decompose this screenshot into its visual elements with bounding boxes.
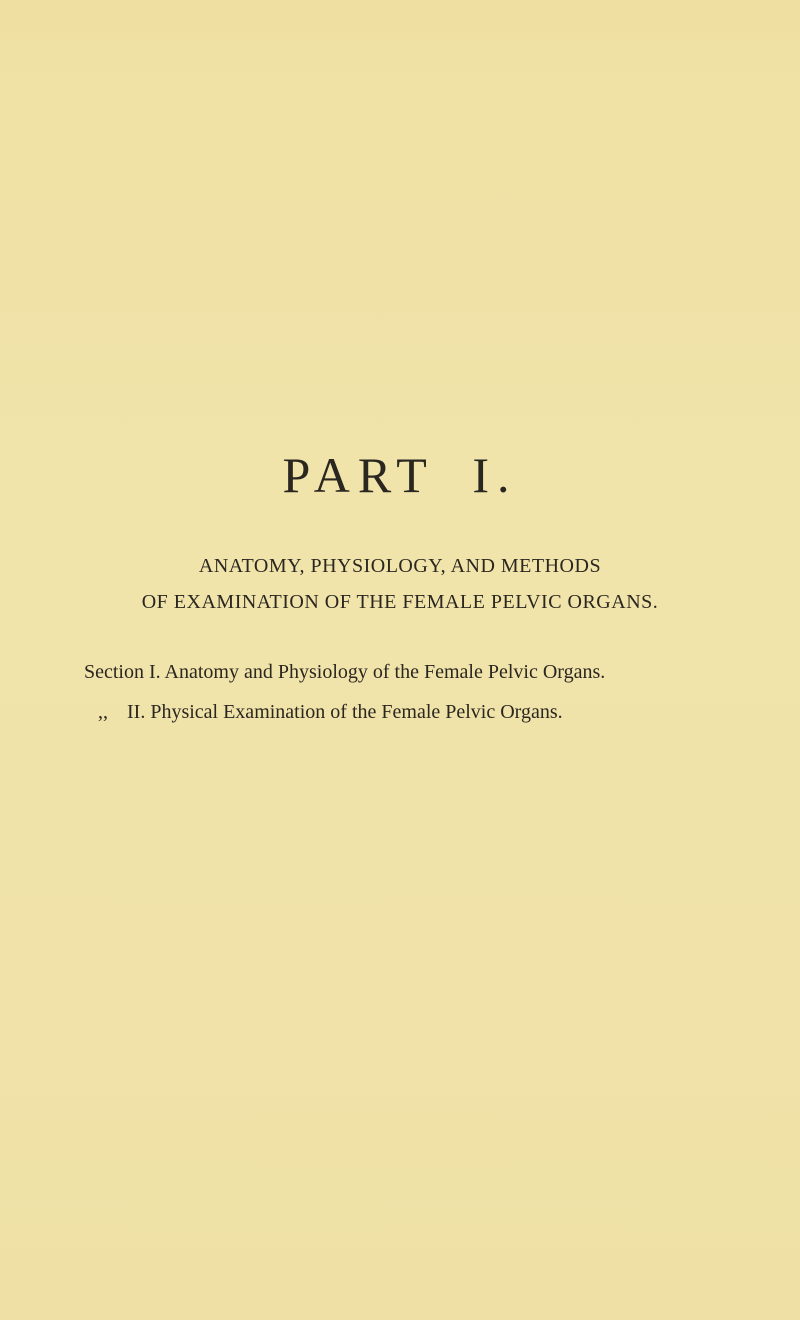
section-one-entry: Section I. Anatomy and Physiology of the Female Pelvic Organs. <box>84 661 606 683</box>
subtitle-line-2: OF EXAMINATION OF THE FEMALE PELVIC ORGANS. <box>141 591 659 613</box>
section-two-entry <box>84 702 563 722</box>
ditto-mark: ,, <box>98 701 108 723</box>
section-two-text: II. Physical Examination of the Female Pelvic Organs. <box>127 701 563 723</box>
part-title: PART I. <box>282 447 518 503</box>
subtitle-line-1: ANATOMY, PHYSIOLOGY, AND METHODS <box>198 555 602 577</box>
